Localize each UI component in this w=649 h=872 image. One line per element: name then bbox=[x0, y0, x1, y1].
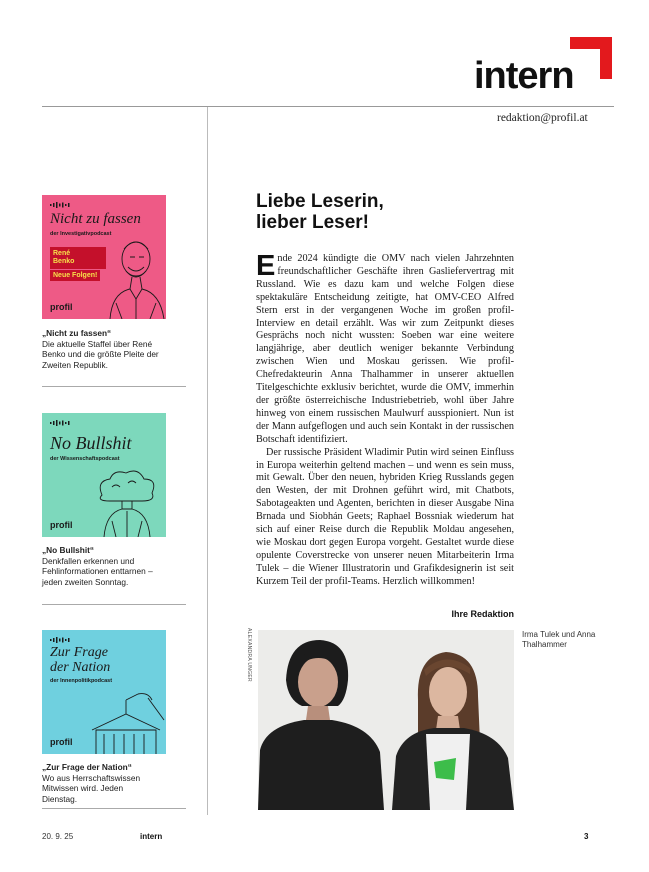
drop-cap: E bbox=[256, 250, 276, 282]
editorial-body bbox=[256, 250, 514, 589]
editorial-headline bbox=[256, 191, 384, 233]
signature: Ihre Redaktion bbox=[451, 609, 514, 619]
sidebar-separator bbox=[42, 604, 186, 605]
podcast-subtitle: der Investigativpodcast bbox=[50, 231, 112, 237]
page-number: 3 bbox=[584, 832, 589, 841]
caption-title: „Nicht zu fassen“ bbox=[42, 328, 112, 338]
soundwave-icon bbox=[50, 202, 72, 208]
contact-email[interactable]: redaktion@profil.at bbox=[497, 112, 588, 124]
column-divider bbox=[207, 107, 208, 815]
headline-line-1: Liebe Leserin, bbox=[256, 191, 384, 212]
podcast-title: Nicht zu fassen bbox=[50, 211, 141, 227]
caption-title: „Zur Frage der Nation“ bbox=[42, 762, 132, 772]
podcast-subtitle: der Wissenschaftspodcast bbox=[50, 456, 120, 462]
footer-date: 20. 9. 25 bbox=[42, 832, 74, 841]
podcast-subtitle: der Innenpolitikpodcast bbox=[50, 678, 113, 684]
section-logo: intern bbox=[474, 55, 574, 97]
photo-caption: Irma Tulek und Anna Thalhammer bbox=[522, 630, 596, 649]
headline-line-2: lieber Leser! bbox=[256, 212, 369, 233]
photo-credit: ALEXANDRA UNGER bbox=[246, 628, 252, 682]
podcast-title: No Bullshit bbox=[50, 433, 132, 453]
two-women-photo-illustration bbox=[258, 630, 514, 810]
soundwave-icon bbox=[50, 420, 72, 426]
sidebar-separator bbox=[42, 386, 186, 387]
caption-text: Denkfallen erkennen und Fehlinformationen enttarnen – jeden zweiten Sonntag. bbox=[42, 555, 153, 587]
paragraph-1-text: nde 2024 kündigte die OMV nach vielen Jahrzehnten freundschaftlicher Geschäfte ihren Gasliefervertrag mit Russland. Wie es dazu kam und welche Folgen diese spektakuläre Entscheidung zeitigte, hat OMV-CEO Alfred Stern erst in der vergangenen Woche im großen profil-Interview en detail erzählt. Was wir zum Zeitpunkt dieses Gesprächs noch nicht wussten: Soeben war eine weitere langjährige, aber deutlich weniger bekannte Verbindung zwischen Wien und Moskau gerissen. Wie profil-Chefredakteurin Anna Thalhammer in unserer aktuellen Titelgeschichte exklusiv berichtet, wurde die OMV, immerhin der größte österreichische Industriebetrieb, wohl über Jahre hinweg von einem russischen Maulwurf ausspioniert. Nun ist der Mann aufgeflogen und auch sein Kontakt in der russischen Botschaft identifiziert. bbox=[256, 253, 514, 445]
podcast-title: Zur Frage der Nation bbox=[50, 645, 111, 675]
podcast-cover-no-bullshit[interactable] bbox=[42, 413, 166, 537]
podcast-caption-3 bbox=[42, 762, 160, 804]
paragraph-1 bbox=[256, 250, 514, 447]
portrait-illustration bbox=[102, 233, 166, 319]
podcast-caption-2 bbox=[42, 545, 160, 587]
intern-corner-mark bbox=[570, 37, 612, 79]
footer-section: intern bbox=[140, 832, 163, 841]
podcast-badge bbox=[50, 247, 106, 269]
cloud-head-illustration bbox=[82, 465, 166, 537]
profil-logo: profil bbox=[50, 520, 73, 530]
podcast-caption-1 bbox=[42, 328, 160, 370]
soundwave-icon bbox=[50, 637, 72, 643]
caption-title: „No Bullshit“ bbox=[42, 545, 95, 555]
sidebar-separator bbox=[42, 808, 186, 809]
paragraph-2: Der russische Präsident Wladimir Putin wird seinen Einfluss in Europa weiterhin geltend machen – und wenn es sein muss, mit Gewalt. Über den neuen, hybriden Krieg Russlands gegen den Westen, der mit Drohnen geführt wird, mit Chatbots, Sabotageakten und Agenten, berichten in dieser Ausgabe Nina Brnada und Siobhán Geets; Raphael Bossniak wiederum hat sich auf einer Reise durch die Republik Moldau angesehen, wie Moskau dort gegen Europa vorgeht. Gestaltet wurde diese opulente Coverstrecke von unserer neuen Mitarbeiterin Irma Tulek – die Wiener Illustratorin und Grafikdesignerin ist seit Kurzem Teil der profil-Teams. Herzlich willkommen! bbox=[256, 446, 514, 587]
staff-photo bbox=[258, 630, 514, 810]
profil-logo: profil bbox=[50, 302, 73, 312]
profil-logo: profil bbox=[50, 737, 73, 747]
podcast-cover-nicht-zu-fassen[interactable] bbox=[42, 195, 166, 319]
parliament-illustration bbox=[86, 690, 166, 754]
caption-text: Die aktuelle Staffel über René Benko und die größte Pleite der Zweiten Republik. bbox=[42, 338, 159, 370]
caption-text: Wo aus Herrschaftswissen Mitwissen wird. Jeden Dienstag. bbox=[42, 772, 141, 804]
podcast-cover-zur-frage-der-nation[interactable] bbox=[42, 630, 166, 754]
badge-new: Neue Folgen! bbox=[50, 270, 100, 281]
badge-name: René Benko bbox=[53, 250, 75, 265]
header-rule bbox=[42, 106, 614, 107]
